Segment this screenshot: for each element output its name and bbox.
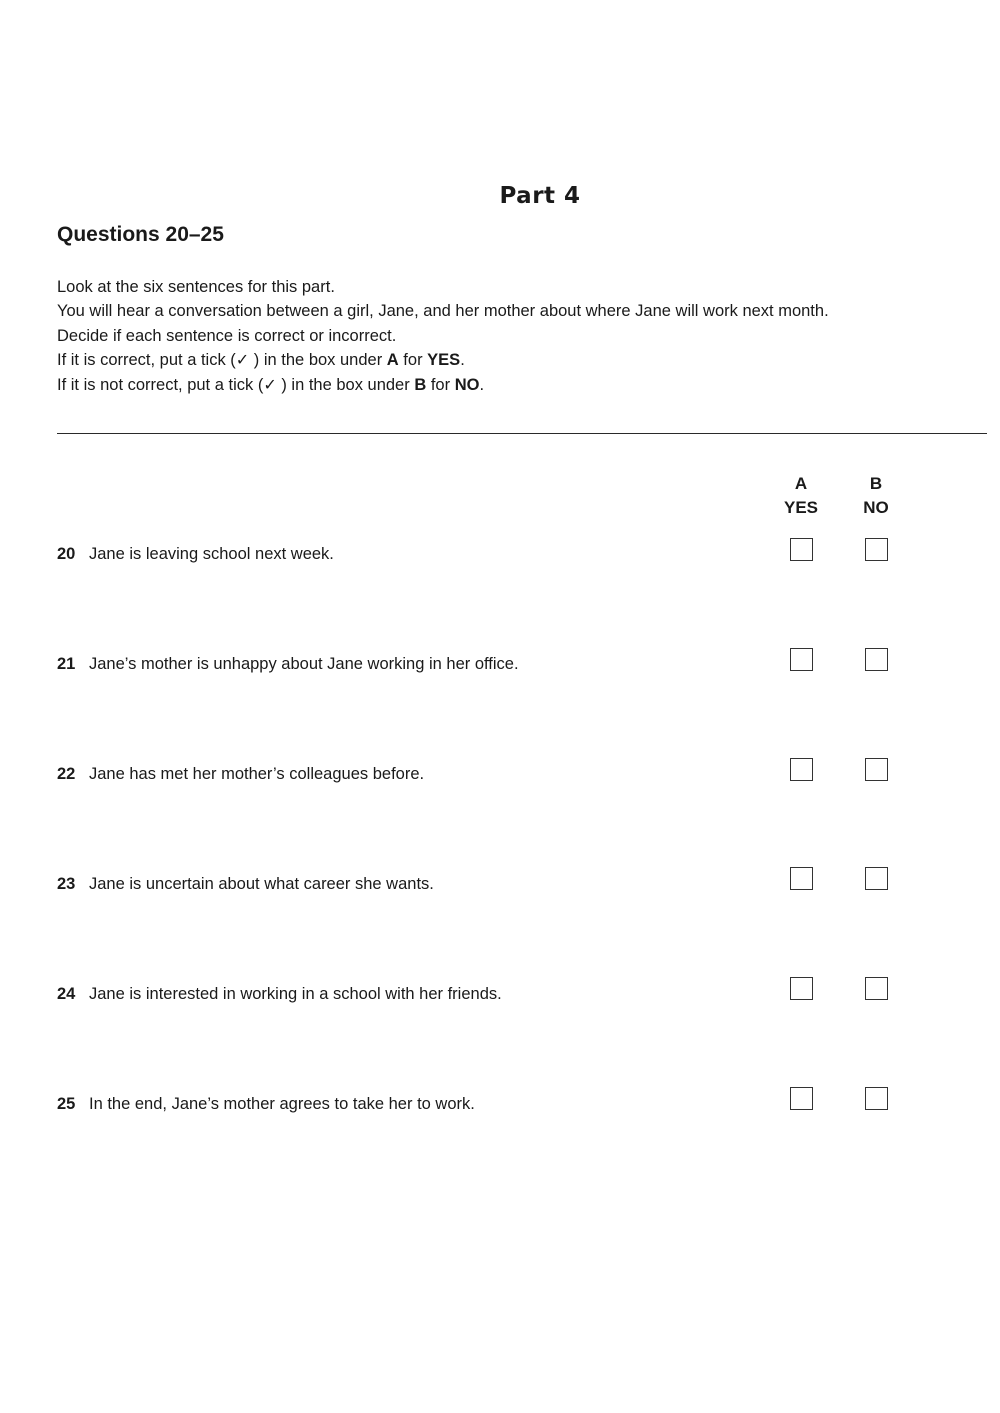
question-number: 21 xyxy=(57,655,76,673)
question-text: Jane’s mother is unhappy about Jane working in her office. xyxy=(89,655,519,673)
question-number: 22 xyxy=(57,765,76,783)
questions-heading: Questions 20–25 xyxy=(57,223,224,246)
column-b-letter: B xyxy=(869,474,883,493)
question-row xyxy=(57,873,957,903)
answer-checkbox-yes[interactable] xyxy=(790,1087,813,1110)
tick-icon: ✓ xyxy=(235,350,250,370)
answer-checkbox-no[interactable] xyxy=(865,648,888,671)
question-row xyxy=(57,983,957,1013)
answer-checkbox-yes[interactable] xyxy=(790,648,813,671)
column-header-a xyxy=(771,472,831,520)
answer-checkbox-no[interactable] xyxy=(865,758,888,781)
answer-checkbox-no[interactable] xyxy=(865,867,888,890)
instruction-line-3: Decide if each sentence is correct or incorrect. xyxy=(57,326,397,345)
answer-checkbox-yes[interactable] xyxy=(790,538,813,561)
question-row xyxy=(57,1093,957,1123)
divider xyxy=(57,433,987,434)
question-row xyxy=(57,763,957,793)
question-text: Jane is leaving school next week. xyxy=(89,545,334,563)
column-a-label: YES xyxy=(783,498,819,517)
question-text: In the end, Jane’s mother agrees to take her to work. xyxy=(89,1095,475,1113)
tick-icon: ✓ xyxy=(263,374,277,394)
question-number: 23 xyxy=(57,875,76,893)
answer-checkbox-no[interactable] xyxy=(865,538,888,561)
column-b-label: NO xyxy=(863,498,889,517)
column-header-b xyxy=(846,472,906,520)
instructions xyxy=(57,275,987,397)
answer-checkbox-yes[interactable] xyxy=(790,977,813,1000)
question-text: Jane is interested in working in a school with her friends. xyxy=(89,985,502,1003)
part-title: Part 4 xyxy=(499,183,581,209)
answer-checkbox-yes[interactable] xyxy=(790,867,813,890)
instruction-line-1: Look at the six sentences for this part. xyxy=(57,278,335,296)
question-number: 24 xyxy=(57,985,76,1003)
answer-checkbox-no[interactable] xyxy=(865,977,888,1000)
instruction-line-5: If it is not correct, put a tick (✓ ) in the box under B for NO. xyxy=(57,374,485,394)
answer-checkbox-no[interactable] xyxy=(865,1087,888,1110)
question-number: 25 xyxy=(57,1095,76,1113)
answer-checkbox-yes[interactable] xyxy=(790,758,813,781)
question-number: 20 xyxy=(57,545,76,563)
question-text: Jane is uncertain about what career she wants. xyxy=(89,875,434,893)
question-text: Jane has met her mother’s colleagues before. xyxy=(89,765,425,783)
question-row xyxy=(57,653,957,683)
column-a-letter: A xyxy=(794,474,808,493)
instruction-line-2: You will hear a conversation between a girl, Jane, and her mother about where Jane will work next month. xyxy=(57,302,829,321)
instruction-line-4: If it is correct, put a tick (✓ ) in the box under A for YES. xyxy=(57,350,465,370)
question-row xyxy=(57,543,957,573)
